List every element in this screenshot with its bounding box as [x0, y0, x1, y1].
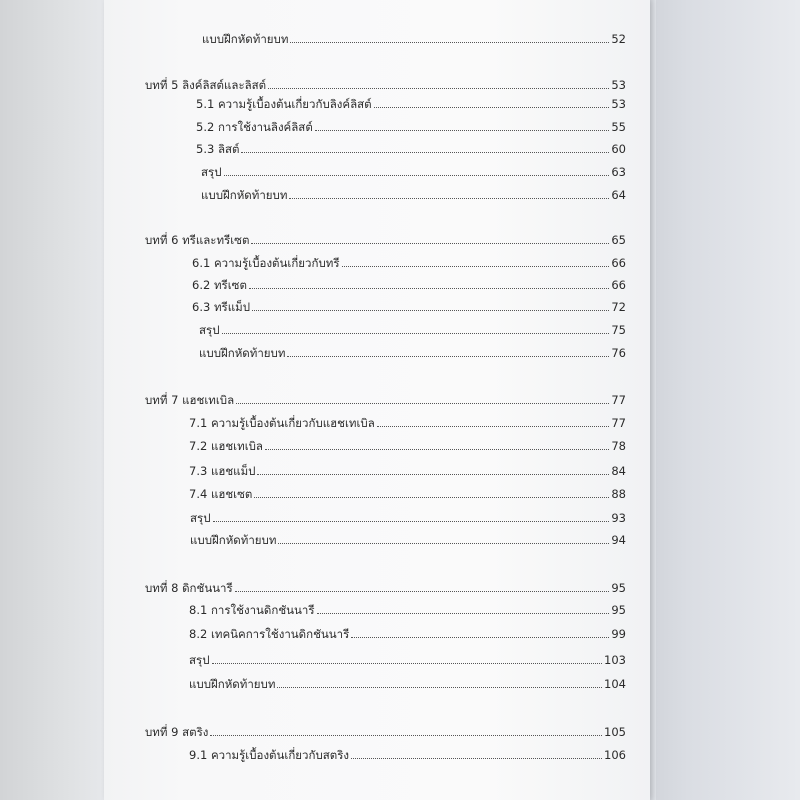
toc-entry [201, 161, 626, 179]
toc-dot-leader [315, 130, 610, 131]
toc-dot-leader [213, 521, 610, 522]
toc-entry [189, 649, 626, 667]
toc-entry [202, 28, 626, 46]
toc-entry [145, 577, 626, 595]
toc-entry-label: แบบฝึกหัดท้ายบท [199, 346, 286, 360]
toc-entry-label: 8.1 การใช้งานดิกชันนารี [189, 603, 315, 617]
toc-entry [196, 138, 626, 156]
toc-entry [199, 319, 626, 337]
toc-entry-page-number: 60 [611, 142, 626, 156]
toc-entry [145, 229, 626, 247]
toc-entry-label: 7.4 แฮชเซต [189, 487, 253, 501]
toc-entry-label: 7.1 ความรู้เบื้องต้นเกี่ยวกับแฮชเทเบิล [189, 416, 375, 430]
toc-dot-leader [265, 449, 609, 450]
toc-entry-page-number: 93 [611, 511, 626, 525]
toc-entry-page-number: 88 [611, 487, 626, 501]
toc-entry-label: สรุป [199, 323, 220, 337]
toc-entry-label: 6.3 ทรีแม็ป [192, 300, 250, 314]
toc-entry [145, 389, 626, 407]
toc-dot-leader [268, 88, 609, 89]
toc-entry [145, 74, 626, 92]
toc-entry-label: บทที่ 5 ลิงค์ลิสต์และลิสต์ [145, 78, 267, 92]
toc-entry-label: 6.2 ทรีเซต [192, 278, 247, 292]
toc-entry-page-number: 105 [604, 725, 626, 739]
toc-dot-leader [277, 687, 602, 688]
toc-entry [189, 623, 626, 641]
toc-dot-leader [290, 42, 609, 43]
toc-entry [199, 342, 626, 360]
toc-entry-label: 8.2 เทคนิคการใช้งานดิกชันนารี [189, 627, 350, 641]
book-page [104, 0, 650, 800]
toc-dot-leader [252, 310, 609, 311]
toc-dot-leader [236, 403, 609, 404]
toc-entry-page-number: 66 [611, 278, 626, 292]
toc-entry [201, 184, 626, 202]
toc-dot-leader [289, 198, 609, 199]
toc-entry-page-number: 84 [611, 464, 626, 478]
toc-entry [145, 721, 626, 739]
toc-entry-page-number: 72 [611, 300, 626, 314]
toc-dot-leader [317, 613, 610, 614]
toc-entry [190, 507, 626, 525]
toc-entry-page-number: 75 [611, 323, 626, 337]
toc-entry-label: สรุป [189, 653, 210, 667]
toc-entry-page-number: 104 [604, 677, 626, 691]
toc-entry [189, 412, 626, 430]
toc-entry [189, 673, 626, 691]
toc-entry-label: แบบฝึกหัดท้ายบท [190, 533, 277, 547]
toc-dot-leader [257, 474, 609, 475]
toc-dot-leader [210, 735, 602, 736]
toc-entry-page-number: 94 [611, 533, 626, 547]
toc-entry-page-number: 52 [611, 32, 626, 46]
toc-entry-page-number: 77 [611, 416, 626, 430]
toc-dot-leader [287, 356, 609, 357]
toc-entry-label: 5.2 การใช้งานลิงค์ลิสต์ [196, 120, 313, 134]
toc-entry-page-number: 53 [611, 97, 626, 111]
toc-entry-label: สรุป [190, 511, 211, 525]
toc-entry [189, 599, 626, 617]
toc-dot-leader [222, 333, 610, 334]
toc-entry [192, 296, 626, 314]
toc-entry-label: 9.1 ความรู้เบื้องต้นเกี่ยวกับสตริง [189, 748, 350, 762]
toc-entry-label: 5.3 ลิสต์ [196, 142, 240, 156]
toc-entry-page-number: 55 [611, 120, 626, 134]
toc-entry-label: บทที่ 6 ทรีและทรีเซต [145, 233, 250, 247]
toc-entry [196, 93, 626, 111]
toc-entry-page-number: 53 [611, 78, 626, 92]
toc-dot-leader [374, 107, 610, 108]
toc-entry-page-number: 103 [604, 653, 626, 667]
toc-entry-label: 6.1 ความรู้เบื้องต้นเกี่ยวกับทรี [192, 256, 340, 270]
toc-entry-label: บทที่ 9 สตริง [145, 725, 209, 739]
toc-entry-label: บทที่ 8 ดิกชันนารี [145, 581, 233, 595]
toc-entry-page-number: 76 [611, 346, 626, 360]
toc-dot-leader [241, 152, 609, 153]
toc-entry-page-number: 66 [611, 256, 626, 270]
toc-dot-leader [342, 266, 610, 267]
toc-entry-label: 7.2 แฮชเทเบิล [189, 439, 263, 453]
toc-entry-label: สรุป [201, 165, 222, 179]
toc-dot-leader [235, 591, 610, 592]
toc-entry [189, 744, 626, 762]
toc-entry-page-number: 78 [611, 439, 626, 453]
toc-entry-page-number: 64 [611, 188, 626, 202]
toc-entry-page-number: 95 [611, 581, 626, 595]
toc-entry-page-number: 63 [611, 165, 626, 179]
toc-dot-leader [351, 637, 609, 638]
toc-entry [192, 274, 626, 292]
toc-entry-page-number: 95 [611, 603, 626, 617]
toc-entry-page-number: 65 [611, 233, 626, 247]
toc-dot-leader [278, 543, 609, 544]
toc-dot-leader [212, 663, 603, 664]
toc-entry-label: แบบฝึกหัดท้ายบท [189, 677, 276, 691]
toc-entry-label: แบบฝึกหัดท้ายบท [202, 32, 289, 46]
toc-entry-page-number: 99 [611, 627, 626, 641]
toc-entry-page-number: 77 [611, 393, 626, 407]
toc-entry [189, 435, 626, 453]
background-right [640, 0, 800, 800]
toc-entry-label: แบบฝึกหัดท้ายบท [201, 188, 288, 202]
toc-dot-leader [224, 175, 610, 176]
toc-entry-label: 5.1 ความรู้เบื้องต้นเกี่ยวกับลิงค์ลิสต์ [196, 97, 372, 111]
toc-entry [189, 483, 626, 501]
toc-dot-leader [254, 497, 609, 498]
toc-entry-label: บทที่ 7 แฮชเทเบิล [145, 393, 235, 407]
toc-entry-page-number: 106 [604, 748, 626, 762]
toc-entry [190, 529, 626, 547]
toc-entry-label: 7.3 แฮชแม็ป [189, 464, 256, 478]
background-left [0, 0, 110, 800]
toc-dot-leader [377, 426, 610, 427]
toc-dot-leader [251, 243, 609, 244]
toc-entry [196, 116, 626, 134]
toc-dot-leader [249, 288, 609, 289]
toc-entry [189, 460, 626, 478]
toc-dot-leader [351, 758, 602, 759]
toc-entry [192, 252, 626, 270]
